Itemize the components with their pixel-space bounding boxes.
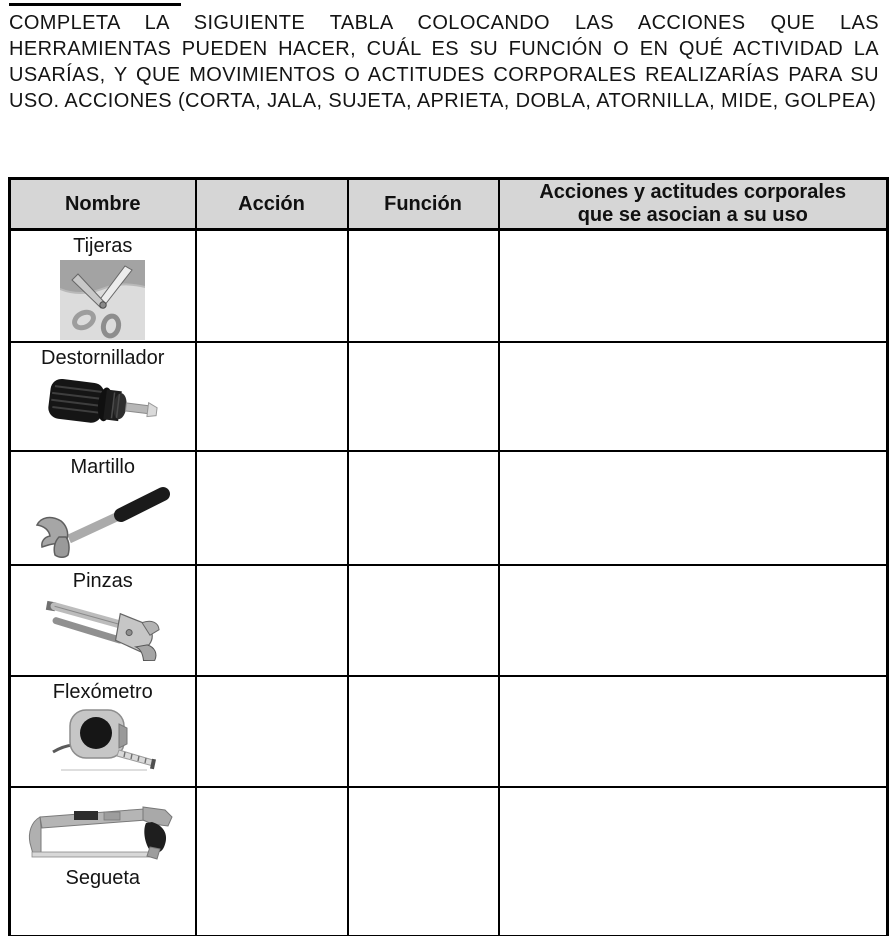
tool-name-segueta: Segueta: [65, 866, 140, 889]
tool-name-martillo: Martillo: [70, 455, 135, 478]
screwdriver-image: [45, 372, 160, 438]
cell-flexometro-actitudes: [499, 676, 888, 787]
locking-pliers-image: [43, 595, 163, 667]
name-cell-tijeras: [10, 230, 196, 342]
cell-segueta-accion: [196, 787, 348, 936]
cell-tijeras-actitudes: [499, 230, 888, 342]
name-cell-segueta: [10, 787, 196, 936]
cell-segueta-funcion: [348, 787, 499, 936]
name-cell-pinzas: [10, 565, 196, 676]
cell-tijeras-funcion: [348, 230, 499, 342]
tool-name-destornillador: Destornillador: [41, 346, 165, 369]
cell-destornillador-actitudes: [499, 342, 888, 451]
scissors-image: [60, 260, 145, 340]
name-cell-flexometro: [10, 676, 196, 787]
hammer-image: [33, 481, 173, 561]
table-row-martillo: [10, 451, 888, 565]
header-accion: Acción: [196, 179, 348, 230]
cell-destornillador-accion: [196, 342, 348, 451]
top-rule: [9, 3, 181, 6]
instructions-text: COMPLETA LA SIGUIENTE TABLA COLOCANDO LAS ACCIONES QUE LAS HERRAMIENTAS PUEDEN HACER, CUÁL ES SU FUNCIÓN O EN QUÉ ACTIVIDAD LA USARÍAS, Y QUE MOVIMIENTOS O ACTITUDES CORPORALES REALIZARÍAS PARA SU USO. ACCIONES (CORTA, JALA, SUJETA, APRIETA, DOBLA, ATORNILLA, MIDE, GOLPEA): [9, 12, 879, 112]
tools-table: [8, 177, 889, 936]
cell-tijeras-accion: [196, 230, 348, 342]
tool-name-flexometro: Flexómetro: [52, 680, 153, 703]
table-row-segueta: [10, 787, 888, 936]
table-row-flexometro: [10, 676, 888, 787]
hacksaw-image: [24, 796, 182, 864]
table-row-tijeras: [10, 230, 888, 342]
table-row-destornillador: [10, 342, 888, 451]
header-acciones-actitudes: Acciones y actitudes corporales que se asocian a su uso: [499, 179, 888, 230]
cell-flexometro-accion: [196, 676, 348, 787]
cell-segueta-actitudes: [499, 787, 888, 936]
cell-martillo-accion: [196, 451, 348, 565]
cell-pinzas-accion: [196, 565, 348, 676]
cell-pinzas-funcion: [348, 565, 499, 676]
header-nombre: Nombre: [10, 179, 196, 230]
tool-name-pinzas: Pinzas: [72, 569, 133, 592]
tool-name-tijeras: Tijeras: [73, 235, 133, 257]
table-row-pinzas: [10, 565, 888, 676]
cell-destornillador-funcion: [348, 342, 499, 451]
name-cell-martillo: [10, 451, 196, 565]
cell-flexometro-funcion: [348, 676, 499, 787]
table-header-row: [10, 179, 888, 230]
header-funcion: Función: [348, 179, 499, 230]
name-cell-destornillador: [10, 342, 196, 451]
cell-pinzas-actitudes: [499, 565, 888, 676]
tape-measure-image: [47, 706, 159, 772]
cell-martillo-actitudes: [499, 451, 888, 565]
cell-martillo-funcion: [348, 451, 499, 565]
